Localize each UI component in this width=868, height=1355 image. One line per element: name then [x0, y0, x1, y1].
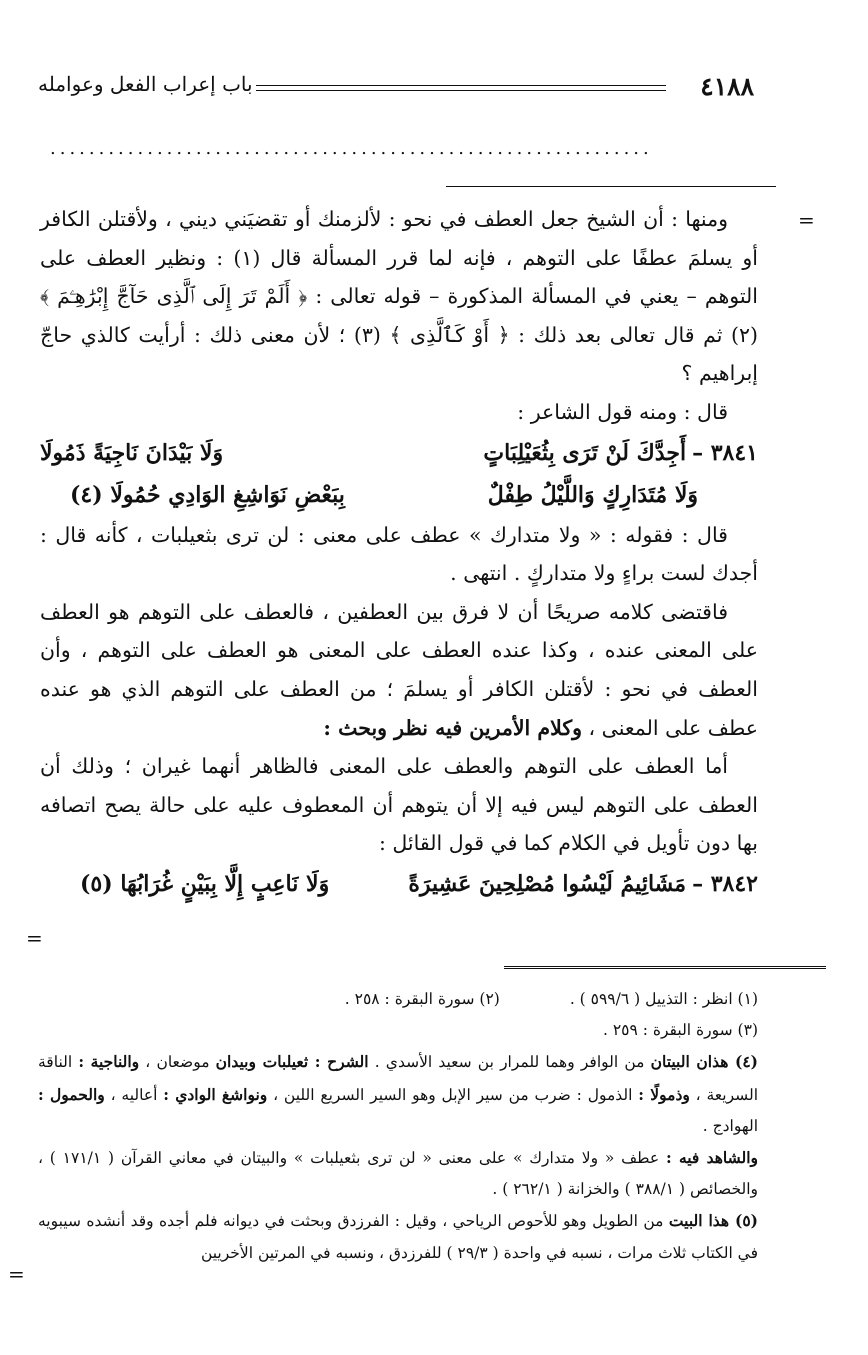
hemistich: أَجِدَّكَ لَنْ تَرَى بِثُعَيْلِبَاتٍ: [483, 439, 687, 466]
paragraph-3-bold: وكلام الأمرين فيه نظر وبحث :: [323, 715, 582, 740]
header-rule: [256, 85, 666, 91]
footnote-1: (١) انظر : التذييل ( ٥٩٩/٦ ) .: [569, 990, 758, 1008]
page-header: [38, 72, 754, 108]
fn-text: أعاليه ،: [104, 1085, 164, 1104]
verse-3841-line2: [40, 474, 758, 516]
page-number: ٤١٨٨: [700, 72, 754, 101]
paragraph-1: ومنها : أن الشيخ جعل العطف في نحو : لألزمنك أو تقضيَني ديني ، ولأقتلن الكافر أو يسلمَ عطفًا على التوهم ، فإنه لما قرر المسألة قال (١) : ونظير العطف على التوهم – يعني في المسألة المذكورة – قوله تعالى : ﴿ أَلَمْ تَرَ إِلَى ٱلَّذِى حَآجَّ إِبْرَٰهِـۧمَ ﴾ (٢) ثم قال تعالى بعد ذلك : ﴿ أَوْ كَٱلَّذِى ﴾ (٣) ؛ لأن معنى ذلك : أرأيت كالذي حاجّ إبراهيم ؟: [40, 207, 758, 386]
margin-mark-top: =: [798, 208, 815, 232]
fn-text: من الطويل وهو للأحوص الرياحي ، وقيل : الفرزدق وبحثت في ديوانه فلم أجده وقد أنشده سيبويه في الكتاب ثلاث مرات ، نسبه في واحدة ( ٢٩/٣ ) للفرزدق ، ونسبه في المرتين الأخريين: [38, 1212, 758, 1262]
verse-3841-line1: [40, 432, 758, 474]
fn-bold: (٤) هذان البيتان: [650, 1052, 759, 1072]
footnote-rule: [504, 966, 826, 969]
footnote-4-witness: [38, 1142, 758, 1205]
main-text: [40, 200, 758, 905]
fn-text: عطف « ولا متدارك » على معنى « لن ترى بثعيلبات » والبيتان في معاني القرآن ( ١٧١/١ ) ، والخصائص ( ٣٨٨/١ ) والخزانة ( ٢٦٢/١ ) .: [38, 1149, 758, 1199]
fn-text: الناقة السريعة ،: [38, 1053, 758, 1104]
fn-bold: والحمول :: [38, 1084, 105, 1104]
verse-number: ٣٨٤٢ –: [692, 870, 758, 897]
fn-text: الذمول : ضرب من سير الإبل وهو السير السريع اللين ،: [267, 1085, 639, 1104]
paragraph-3-text: فاقتضى كلامه صريحًا أن لا فرق بين العطفين ، فالعطف على التوهم هو العطف على المعنى عنده ، وكذا عنده العطف على المعنى هو العطف على التوهم ، وأن العطف في نحو : لأقتلن الكافر أو يسلمَ ؛ من العطف على التوهم الذي هو عنده عطف على المعنى ،: [40, 599, 758, 740]
section-rule: [446, 186, 776, 187]
hemistich: وَلَا مُتَدَارِكٍ وَاللَّيْلُ طِفْلٌ: [487, 481, 698, 508]
hemistich: بِبَعْضِ نَوَاشِغِ الوَادِي حُمُولَا (٤): [70, 481, 345, 508]
hemistich: وَلَا بَيْدَانَ نَاجِيَةً ذَمُولَا: [40, 439, 224, 466]
verse-intro: قال : ومنه قول الشاعر :: [517, 399, 728, 424]
paragraph-4: أما العطف على التوهم والعطف على المعنى فالظاهر أنهما غيران ؛ وذلك أن العطف على التوهم ليس فيه إلا أن يتوهم أن المعطوف عليه على حالة يصح اتصافه بها دون تأويل في الكلام كما في قول القائل :: [40, 754, 758, 856]
hemistich: مَشَائِيمُ لَيْسُوا مُصْلِحِينَ عَشِيرَةً: [408, 870, 687, 897]
fn-text: من الوافر وهما للمرار بن سعيد الأسدي .: [368, 1053, 651, 1072]
footnote-3: (٣) سورة البقرة : ٢٥٩ .: [602, 1021, 758, 1040]
fn-bold: والشاهد فيه :: [665, 1148, 758, 1168]
fn-bold: الشرح : ثعيلبات وبيدان: [215, 1052, 369, 1072]
verse-number: ٣٨٤١ –: [692, 439, 758, 466]
paragraph-3: [40, 593, 758, 747]
hemistich: وَلَا نَاعِبٍ إِلَّا بِبَيْنٍ غُرَابُهَا (٥): [80, 870, 330, 897]
chapter-title: باب إعراب الفعل وعوامله: [38, 72, 253, 96]
verse-3842: [40, 863, 758, 905]
paragraph-2: قال : فقوله : « ولا متدارك » عطف على معنى : لن ترى بثعيلبات ، كأنه قال : أجدك لست براءٍ ولا متداركٍ . انتهى .: [40, 522, 758, 586]
fn-text: موضعان ،: [139, 1053, 216, 1072]
fn-bold: ونواشغ الوادي :: [163, 1084, 268, 1104]
fn-bold: والناجية :: [78, 1052, 140, 1072]
footnote-1-2: [38, 984, 758, 1015]
margin-mark-verse: =: [26, 926, 43, 950]
footnotes: [38, 984, 758, 1269]
fn-bold: (٥) هذا البيت: [668, 1211, 758, 1231]
footnote-2: (٢) سورة البقرة : ٢٥٨ .: [344, 990, 500, 1008]
fn-bold: وذمولًا :: [638, 1084, 690, 1104]
footnote-5: [38, 1205, 758, 1268]
fn-text: الهوادج .: [702, 1116, 758, 1135]
dotted-separator: ..............................................................: [50, 138, 653, 158]
footnote-4: [38, 1046, 758, 1142]
margin-mark-footnote: =: [8, 1262, 25, 1286]
